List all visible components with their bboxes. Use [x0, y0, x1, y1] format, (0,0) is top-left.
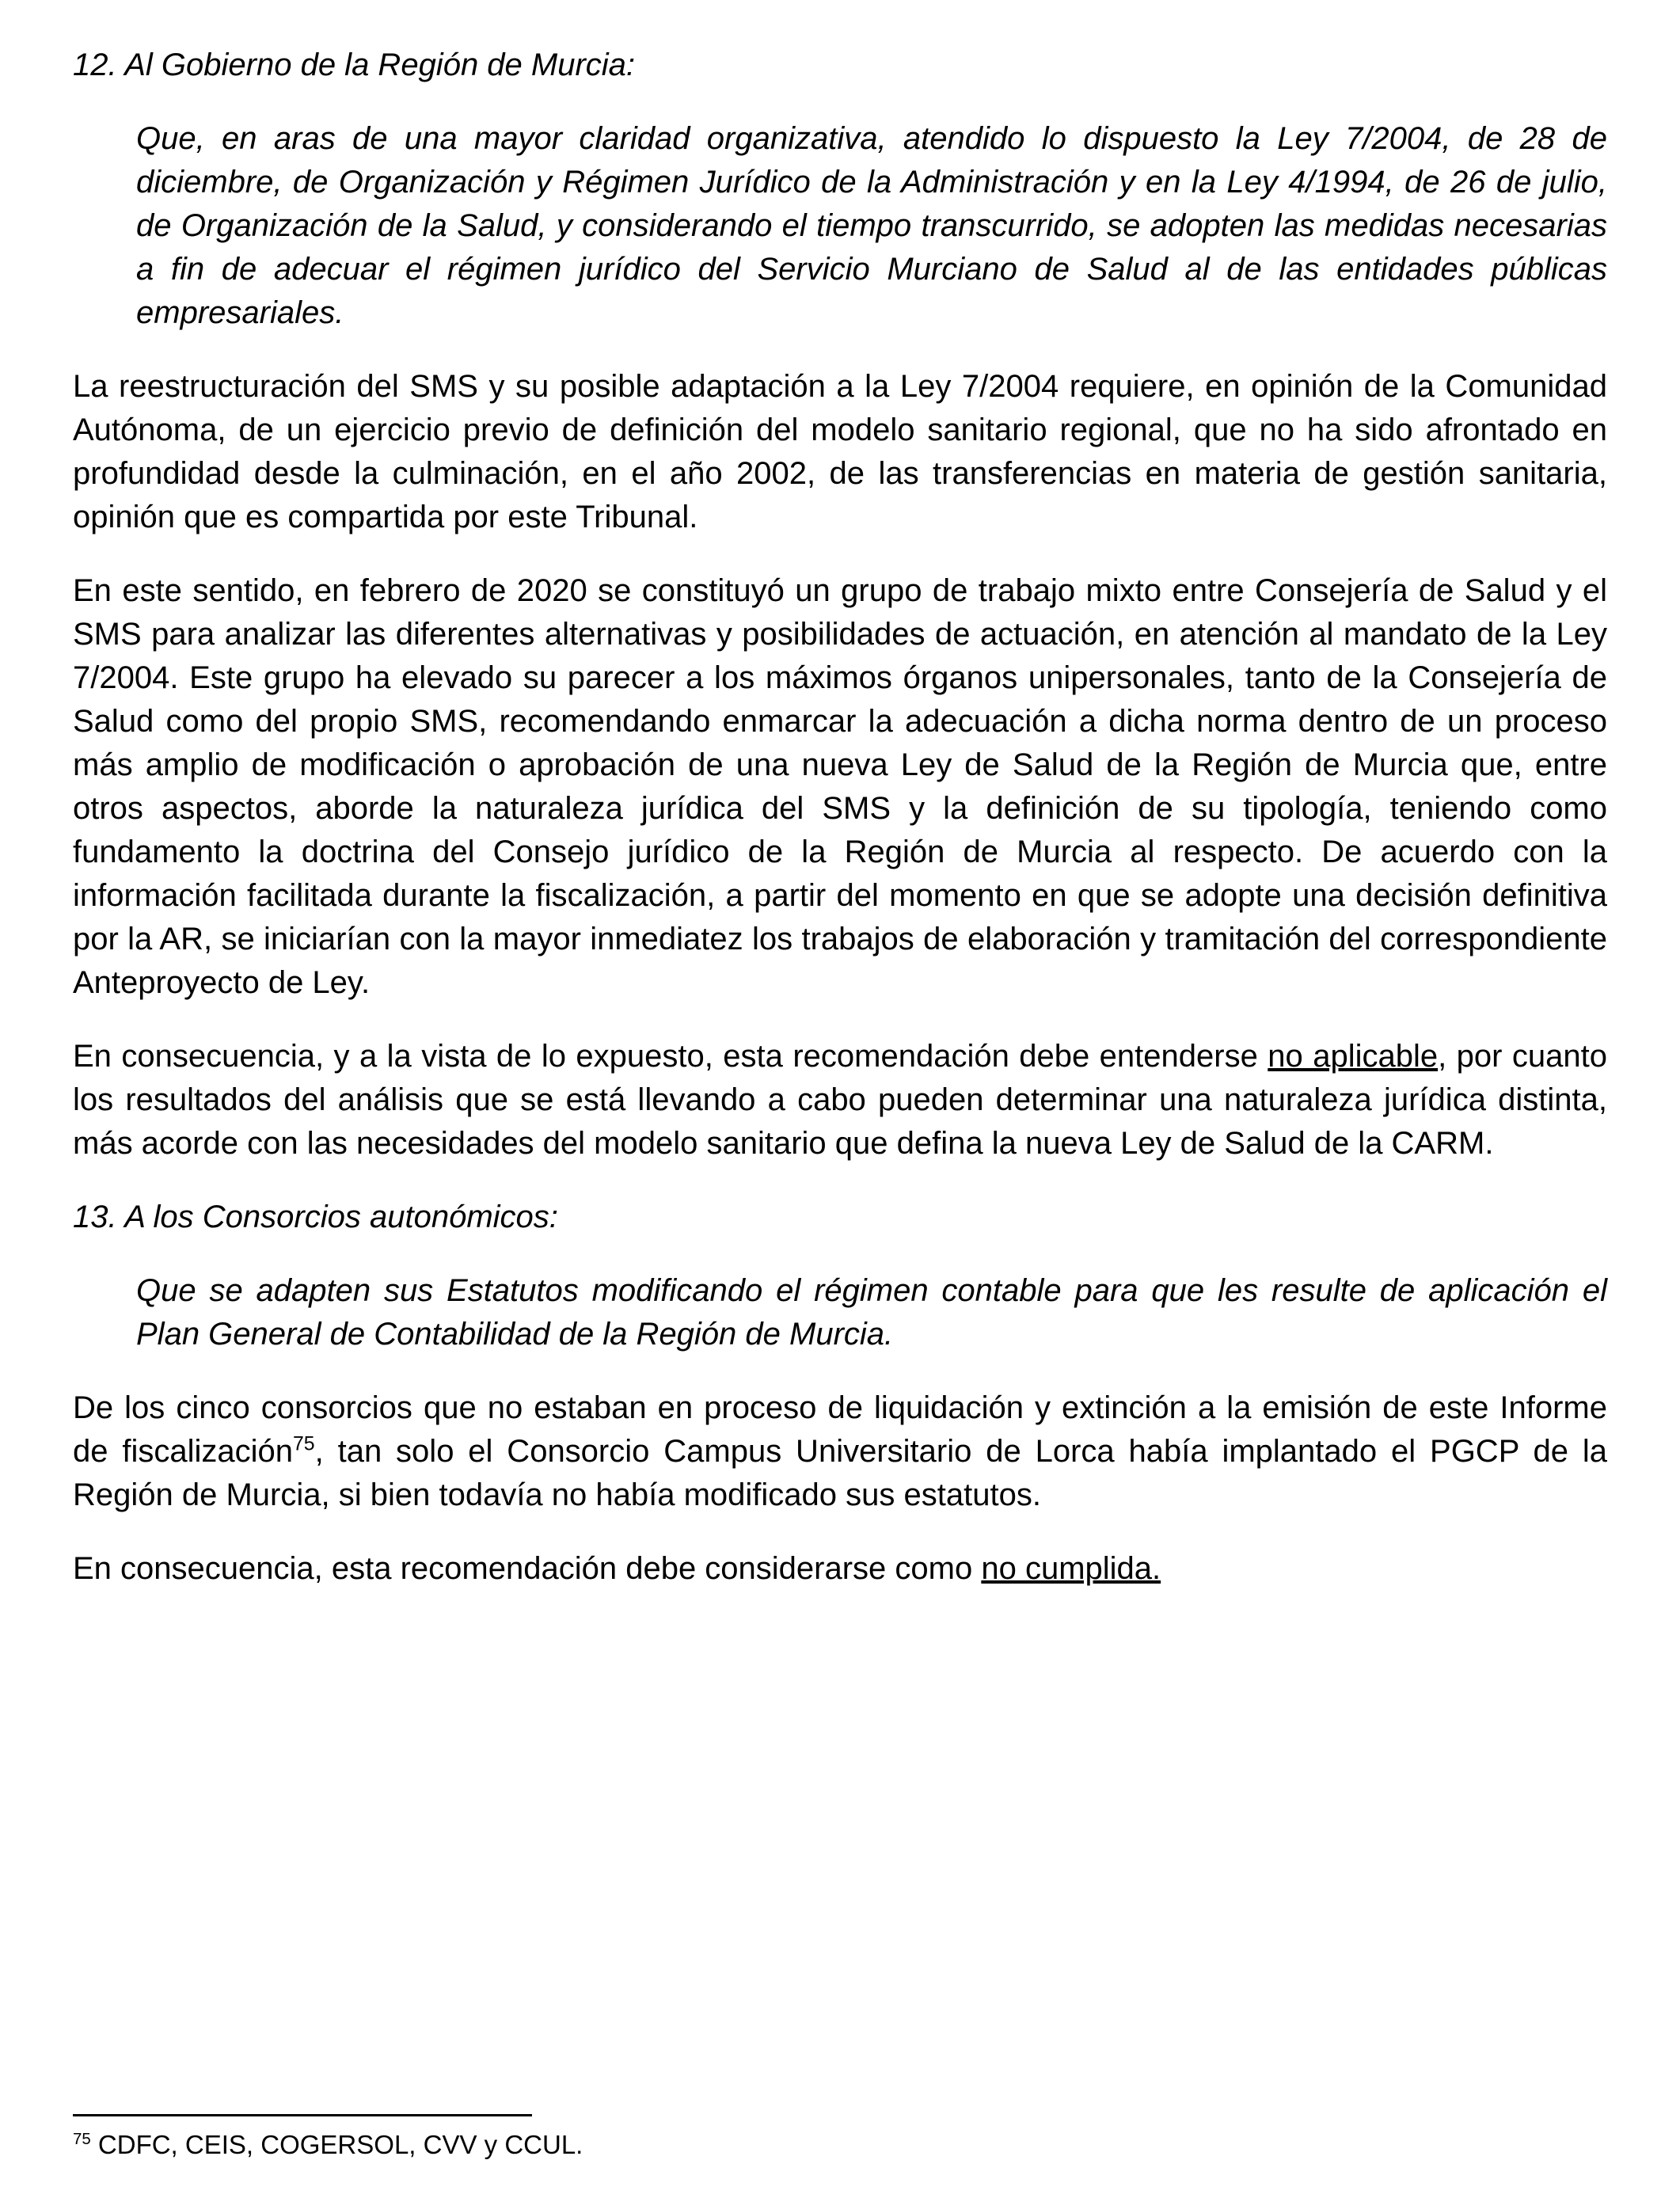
recommendation-12-quote: Que, en aras de una mayor claridad organizativa, atendido lo dispuesto la Ley 7/2004, de 28 de diciembre, de Organización y Régimen Jurídico de la Administración y en la Ley 4/1994, de 26 de julio, de Organización de la Salud, y considerando el tiempo transcurrido, se adopten las medidas necesarias a fin de adecuar el régimen jurídico del Servicio Murciano de Salud al de las entidades públicas empresariales. — [136, 121, 1607, 330]
conclusion-13-text-before: En consecuencia, esta recomendación debe considerarse como — [73, 1551, 982, 1586]
footnote-75 — [73, 2128, 1607, 2162]
conclusion-12-text-before: En consecuencia, y a la vista de lo expuesto, esta recomendación debe entenderse — [73, 1039, 1268, 1074]
conclusion-12-status-underlined: no aplicable — [1268, 1039, 1439, 1074]
footnote-area — [73, 2114, 1607, 2162]
consortiums-text-before: De los cinco consorcios que no estaban en proceso de liquidación y extinción a la emisión de este Informe de fiscalización — [73, 1390, 1607, 1469]
paragraph-sms-restructuring: La reestructuración del SMS y su posible adaptación a la Ley 7/2004 requiere, en opinión de la Comunidad Autónoma, de un ejercicio previo de definición del modelo sanitario regional, que no ha sido afrontado en profundidad desde la culminación, en el año 2002, de las transferencias en materia de gestión sanitaria, opinión que es compartida por este Tribunal. — [73, 369, 1607, 534]
conclusion-12-text-after: , por cuanto los resultados del análisis que se está llevando a cabo pueden determinar una naturaleza jurídica distinta, más acorde con las necesidades del modelo sanitario que defina la nueva Ley de Salud de la CARM. — [73, 1039, 1608, 1161]
paragraph-consortiums — [73, 1386, 1607, 1517]
footnote-75-text: CDFC, CEIS, COGERSOL, CVV y CCUL. — [97, 2130, 583, 2159]
paragraph-working-group: En este sentido, en febrero de 2020 se constituyó un grupo de trabajo mixto entre Consejería de Salud y el SMS para analizar las diferentes alternativas y posibilidades de actuación, en atención al mandato de la Ley 7/2004. Este grupo ha elevado su parecer a los máximos órganos unipersonales, tanto de la Consejería de Salud como del propio SMS, recomendando enmarcar la adecuación a dicha norma dentro de un proceso más amplio de modificación o aprobación de una nueva Ley de Salud de la Región de Murcia que, entre otros aspectos, aborde la naturaleza jurídica del SMS y la definición de su tipología, teniendo como fundamento la doctrina del Consejo jurídico de la Región de Murcia al respecto. De acuerdo con la información facilitada durante la fiscalización, a partir del momento en que se adopte una decisión definitiva por la AR, se iniciarían con la mayor inmediatez los trabajos de elaboración y tramitación del correspondiente Anteproyecto de Ley. — [73, 573, 1607, 1000]
paragraph-conclusion-12 — [73, 1035, 1607, 1166]
footnote-75-marker: 75 — [73, 2130, 91, 2148]
section-heading-12: 12. Al Gobierno de la Región de Murcia: — [73, 48, 636, 82]
consortiums-text-after: , tan solo el Consorcio Campus Universitario de Lorca había implantado el PGCP de la Región de Murcia, si bien todavía no había modificado sus estatutos. — [73, 1434, 1608, 1512]
paragraph-conclusion-13 — [73, 1547, 1607, 1591]
document-content — [73, 44, 1607, 1621]
conclusion-13-status-underlined: no cumplida. — [981, 1551, 1161, 1586]
section-heading-13: 13. A los Consorcios autonómicos: — [73, 1200, 558, 1234]
recommendation-13-quote: Que se adapten sus Estatutos modificando el régimen contable para que les resulte de aplicación el Plan General de Contabilidad de la Región de Murcia. — [136, 1273, 1607, 1352]
footnote-reference-75: 75 — [293, 1433, 315, 1455]
footnote-separator-rule — [73, 2114, 532, 2116]
